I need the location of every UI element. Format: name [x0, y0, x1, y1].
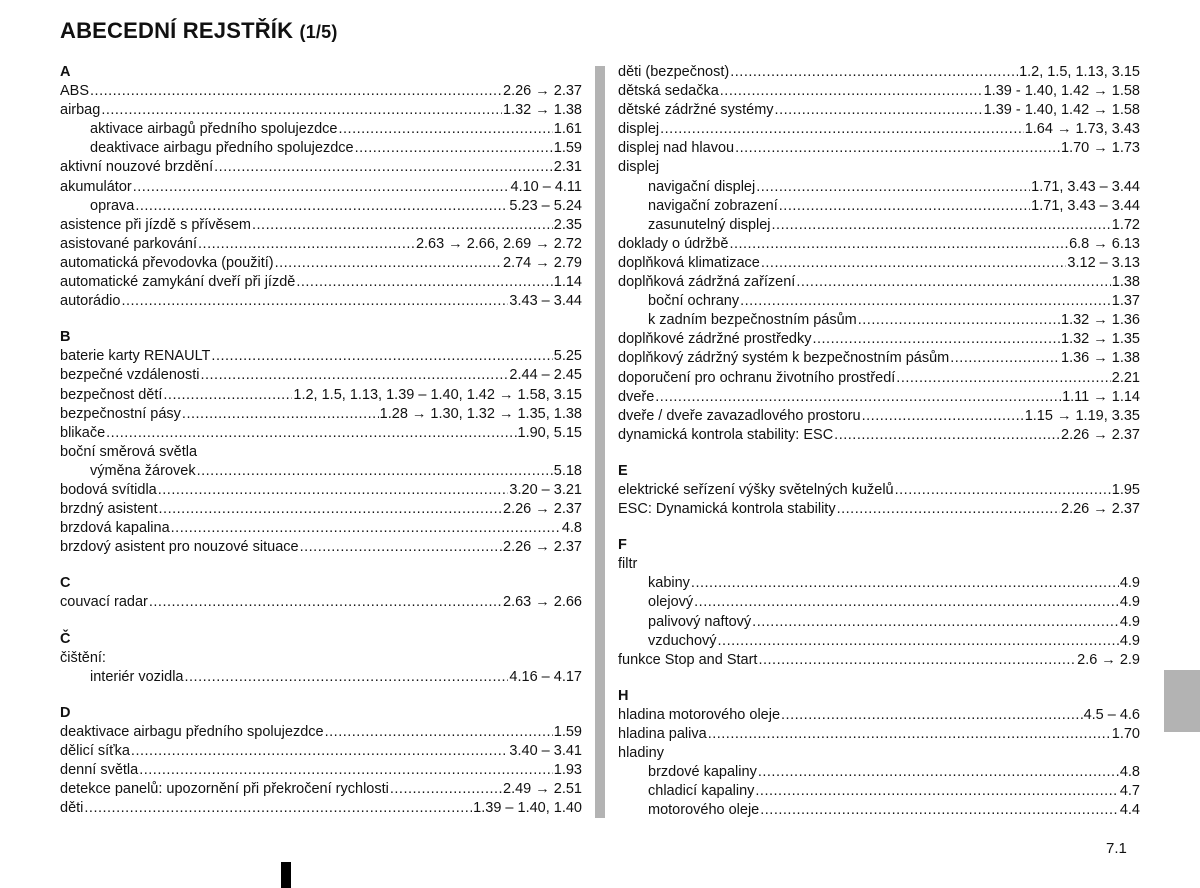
index-subentry [618, 593, 1140, 612]
index-subentry [60, 139, 582, 158]
dot-leader [718, 632, 1119, 651]
dot-leader [660, 120, 1024, 139]
entry-term: bezpečnost dětí [60, 386, 163, 403]
dot-leader [775, 101, 983, 120]
entry-term: hladina motorového oleje [618, 706, 781, 723]
dot-leader [325, 723, 553, 742]
index-entry [618, 426, 1140, 445]
index-entry [618, 235, 1140, 254]
entry-page-ref: 4.9 [1119, 575, 1140, 592]
index-entry [60, 386, 582, 405]
section-gap [60, 613, 582, 630]
dot-leader [760, 801, 1119, 820]
entry-term: airbag [60, 102, 101, 119]
entry-page-ref: 1.39 - 1.40, 1.42 → 1.58 [983, 102, 1140, 119]
entry-page-ref: 1.70 [1111, 726, 1140, 742]
entry-page-ref: 1.28 → 1.30, 1.32 → 1.35, 1.38 [379, 405, 582, 422]
entry-page-ref: 2.26 → 2.37 [1061, 501, 1140, 518]
index-entry [60, 216, 582, 235]
entry-page-ref: 1.32 → 1.38 [503, 102, 582, 119]
entry-page-ref: 4.8 [1119, 764, 1140, 781]
entry-page-ref: 2.26 → 2.37 [503, 83, 582, 100]
entry-page-ref: 1.64 → 1.73, 3.43 [1024, 121, 1140, 138]
dot-leader [752, 613, 1119, 632]
index-subentry [60, 668, 582, 687]
entry-term: deaktivace airbagu předního spolujezdce [60, 723, 324, 740]
entry-term: asistence při jízdě s přívěsem [60, 216, 251, 233]
entry-term: autorádio [60, 293, 121, 310]
index-entry [618, 101, 1140, 120]
index-entry [618, 500, 1140, 519]
entry-page-ref: 2.26 → 2.37 [503, 539, 582, 556]
entry-page-ref: 3.20 – 3.21 [509, 481, 582, 498]
index-entry [60, 780, 582, 799]
section-letter: D [60, 704, 71, 721]
entry-term: ESC: Dynamická kontrola stability [618, 501, 836, 518]
dot-leader [355, 139, 553, 158]
index-subentry [618, 801, 1140, 820]
section-gap [60, 557, 582, 574]
dot-leader [758, 763, 1119, 782]
index-part: (1/5) [299, 22, 338, 42]
index-entry [618, 651, 1140, 670]
index-entry [60, 799, 582, 818]
entry-term: dětské zádržné systémy [618, 102, 774, 119]
chapter-tab [1164, 670, 1200, 732]
index-column-left [60, 63, 582, 818]
index-heading: filtr [618, 556, 638, 573]
index-entry [60, 761, 582, 780]
entry-term: detekce panelů: upozornění při překročení rychlosti [60, 781, 389, 798]
entry-term: olejový [648, 594, 694, 611]
index-subentry [618, 782, 1140, 801]
entry-page-ref: 2.74 → 2.79 [503, 254, 582, 271]
dot-leader [758, 651, 1076, 670]
index-entry [618, 349, 1140, 368]
entry-term: brzdný asistent [60, 501, 158, 518]
entry-term: kabiny [648, 575, 690, 592]
index-entry [618, 273, 1140, 292]
dot-leader [730, 63, 1018, 82]
dot-leader [101, 101, 502, 120]
index-subentry [618, 632, 1140, 651]
entry-page-ref: 2.31 [553, 159, 582, 176]
page-title [60, 18, 338, 44]
index-entry [618, 725, 1140, 744]
dot-leader [171, 519, 561, 538]
entry-term: oprava [90, 197, 135, 214]
index-entry [60, 424, 582, 443]
index-heading: displej [618, 159, 660, 176]
entry-term: k zadním bezpečnostním pásům [648, 312, 857, 329]
entry-page-ref: 1.37 [1111, 293, 1140, 310]
index-subentry [60, 462, 582, 481]
index-entry [60, 742, 582, 761]
index-entry [618, 139, 1140, 158]
entry-term: děti (bezpečnost) [618, 64, 730, 80]
entry-term: funkce Stop and Start [618, 651, 758, 668]
entry-page-ref: 3.43 – 3.44 [509, 293, 582, 310]
index-title: ABECEDNÍ REJSTŘÍK [60, 18, 294, 43]
dot-leader [772, 216, 1111, 235]
dot-leader [781, 706, 1083, 725]
entry-term: doporučení pro ochranu životního prostředí [618, 369, 896, 386]
entry-term: asistované parkování [60, 235, 198, 252]
index-subentry [618, 613, 1140, 632]
dot-leader [121, 292, 508, 311]
dot-leader [694, 593, 1119, 612]
section-letter: B [60, 329, 71, 346]
entry-term: aktivní nouzové brzdění [60, 159, 214, 176]
dot-leader [131, 742, 509, 761]
entry-page-ref: 1.2, 1.5, 1.13, 3.15 [1019, 64, 1140, 80]
dot-leader [133, 178, 510, 197]
entry-term: chladicí kapaliny [648, 783, 755, 800]
dot-leader [200, 366, 508, 385]
index-entry [60, 292, 582, 311]
entry-term: deaktivace airbagu předního spolujezdce [90, 140, 354, 157]
index-entry [60, 273, 582, 292]
dot-leader [163, 386, 292, 405]
index-subentry [618, 216, 1140, 235]
entry-term: displej nad hlavou [618, 140, 735, 157]
index-entry [60, 101, 582, 120]
dot-leader [858, 311, 1060, 330]
entry-page-ref: 1.71, 3.43 – 3.44 [1031, 197, 1140, 214]
entry-term: dělicí síťka [60, 743, 130, 759]
dot-leader [135, 197, 508, 216]
dot-leader [159, 500, 502, 519]
entry-page-ref: 2.21 [1111, 369, 1140, 386]
entry-term: brzdové kapaliny [648, 764, 757, 781]
entry-term: aktivace airbagů předního spolujezdce [90, 121, 338, 138]
index-subentry [60, 120, 582, 139]
section-letter: H [618, 687, 629, 704]
index-entry [60, 366, 582, 385]
entry-page-ref: 4.16 – 4.17 [509, 668, 582, 685]
dot-leader [837, 500, 1060, 519]
section-letter: C [60, 575, 71, 592]
entry-term: doklady o údržbě [618, 235, 729, 252]
entry-term: bezpečnostní pásy [60, 405, 181, 422]
entry-term: blikače [60, 424, 106, 441]
index-entry [618, 369, 1140, 388]
dot-leader [149, 593, 502, 612]
index-entry [618, 706, 1140, 725]
index-entry [618, 330, 1140, 349]
entry-term: zasunutelný displej [648, 216, 771, 233]
index-subentry [618, 311, 1140, 330]
section-gap [618, 445, 1140, 462]
index-heading: boční směrová světla [60, 443, 198, 460]
entry-page-ref: 1.2, 1.5, 1.13, 1.39 – 1.40, 1.42 → 1.58, 3.15 [293, 386, 582, 403]
dot-leader [300, 538, 502, 557]
index-entry [618, 63, 1140, 82]
entry-term: doplňkový zádržný systém k bezpečnostním pásům [618, 350, 950, 367]
dot-leader [182, 405, 379, 424]
index-heading: hladiny [618, 745, 664, 762]
entry-page-ref: 1.61 [553, 121, 582, 138]
entry-term: dětská sedačka [618, 83, 719, 100]
entry-term: dveře / dveře zavazadlového prostoru [618, 407, 861, 424]
entry-term: děti [60, 800, 84, 817]
index-entry [618, 120, 1140, 139]
entry-term: doplňková zádržná zařízení [618, 274, 796, 291]
index-entry [60, 405, 582, 424]
entry-page-ref: 4.9 [1119, 632, 1140, 649]
index-subentry [618, 574, 1140, 593]
dot-leader [735, 139, 1060, 158]
index-subentry [618, 763, 1140, 782]
entry-page-ref: 2.63 → 2.66 [503, 594, 582, 611]
entry-page-ref: 4.9 [1119, 594, 1140, 611]
index-heading: čištění: [60, 649, 106, 666]
index-column-right [618, 63, 1140, 820]
entry-term: baterie karty RENAULT [60, 348, 211, 365]
entry-page-ref: 2.35 [553, 216, 582, 233]
index-entry [618, 388, 1140, 407]
dot-leader [211, 347, 552, 366]
entry-term: motorového oleje [648, 802, 760, 819]
entry-page-ref: 1.32 → 1.35 [1061, 331, 1140, 348]
entry-page-ref: 2.44 – 2.45 [509, 367, 582, 384]
section-letter: A [60, 64, 71, 80]
index-entry [60, 178, 582, 197]
dot-leader [834, 426, 1060, 445]
entry-page-ref: 2.26 → 2.37 [503, 501, 582, 518]
dot-leader [720, 82, 983, 101]
dot-leader [197, 462, 553, 481]
entry-page-ref: 5.23 – 5.24 [509, 197, 582, 214]
entry-term: boční ochrany [648, 293, 740, 310]
dot-leader [756, 178, 1030, 197]
dot-leader [895, 481, 1111, 500]
entry-page-ref: 4.4 [1119, 802, 1140, 819]
dot-leader [729, 235, 1068, 254]
entry-term: bodová svítidla [60, 481, 157, 498]
index-subentry [618, 292, 1140, 311]
entry-page-ref: 2.6 → 2.9 [1077, 651, 1140, 668]
page-marker [281, 862, 291, 888]
dot-leader [862, 407, 1024, 426]
dot-leader [214, 158, 553, 177]
entry-term: doplňková klimatizace [618, 254, 760, 271]
entry-page-ref: 2.26 → 2.37 [1061, 426, 1140, 443]
index-entry [618, 407, 1140, 426]
entry-page-ref: 1.59 [553, 723, 582, 740]
entry-page-ref: 4.5 – 4.6 [1083, 706, 1140, 723]
index-entry [60, 481, 582, 500]
entry-page-ref: 3.12 – 3.13 [1067, 254, 1140, 271]
index-subentry [618, 197, 1140, 216]
index-entry [60, 347, 582, 366]
section-letter: E [618, 462, 628, 479]
entry-term: výměna žárovek [90, 462, 196, 479]
dot-leader [761, 254, 1067, 273]
dot-leader [896, 369, 1110, 388]
dot-leader [740, 292, 1111, 311]
entry-page-ref: 2.63 → 2.66, 2.69 → 2.72 [415, 235, 582, 252]
entry-page-ref: 1.15 → 1.19, 3.35 [1024, 407, 1140, 424]
dot-leader [708, 725, 1111, 744]
entry-page-ref: 1.39 – 1.40, 1.40 [473, 800, 582, 817]
dot-leader [185, 668, 509, 687]
entry-page-ref: 4.10 – 4.11 [510, 178, 582, 195]
entry-term: couvací radar [60, 594, 148, 611]
entry-term: doplňkové zádržné prostředky [618, 331, 812, 348]
entry-term: navigační displej [648, 178, 756, 195]
dot-leader [296, 273, 552, 292]
entry-term: elektrické seřízení výšky světelných kuželů [618, 481, 894, 498]
dot-leader [90, 82, 502, 101]
dot-leader [796, 273, 1110, 292]
page-number: 7.1 [1106, 840, 1127, 857]
entry-page-ref: 5.25 [553, 348, 582, 365]
section-gap [60, 311, 582, 328]
entry-page-ref: 1.71, 3.43 – 3.44 [1031, 178, 1140, 195]
section-letter: Č [60, 630, 71, 647]
entry-term: brzdová kapalina [60, 520, 170, 537]
entry-page-ref: 1.14 [553, 274, 582, 291]
entry-page-ref: 1.38 [1111, 274, 1140, 291]
entry-page-ref: 4.7 [1119, 783, 1140, 800]
index-subentry [618, 178, 1140, 197]
entry-page-ref: 4.8 [561, 520, 582, 537]
entry-page-ref: 1.72 [1111, 216, 1140, 233]
entry-term: bezpečné vzdálenosti [60, 367, 200, 384]
entry-term: automatická převodovka (použití) [60, 254, 274, 271]
entry-page-ref: 1.70 → 1.73 [1061, 140, 1140, 157]
entry-term: denní světla [60, 762, 139, 779]
dot-leader [779, 197, 1030, 216]
entry-term: palivový naftový [648, 613, 752, 630]
dot-leader [158, 481, 509, 500]
entry-term: akumulátor [60, 178, 132, 195]
dot-leader [198, 235, 415, 254]
index-entry [60, 82, 582, 101]
section-gap [60, 687, 582, 704]
entry-page-ref: 2.49 → 2.51 [503, 781, 582, 798]
section-gap [618, 670, 1140, 687]
entry-page-ref: 1.11 → 1.14 [1062, 388, 1140, 405]
index-entry [618, 481, 1140, 500]
dot-leader [812, 330, 1060, 349]
dot-leader [691, 574, 1119, 593]
entry-term: navigační zobrazení [648, 197, 778, 214]
column-divider [595, 66, 605, 818]
entry-page-ref: 4.9 [1119, 613, 1140, 630]
entry-page-ref: 1.93 [553, 762, 582, 779]
entry-page-ref: 3.40 – 3.41 [509, 743, 582, 759]
entry-page-ref: 6.8 → 6.13 [1069, 235, 1140, 252]
entry-term: dveře [618, 388, 655, 405]
index-entry [60, 723, 582, 742]
dot-leader [950, 349, 1060, 368]
index-entry [60, 235, 582, 254]
index-entry [60, 158, 582, 177]
section-gap [618, 519, 1140, 536]
index-entry [60, 593, 582, 612]
dot-leader [655, 388, 1061, 407]
entry-term: vzduchový [648, 632, 717, 649]
entry-term: interiér vozidla [90, 668, 184, 685]
index-entry [60, 519, 582, 538]
entry-term: ABS [60, 83, 90, 100]
section-letter: F [618, 537, 627, 554]
index-entry [618, 254, 1140, 273]
dot-leader [275, 254, 502, 273]
index-subentry [60, 197, 582, 216]
dot-leader [84, 799, 472, 818]
dot-leader [252, 216, 553, 235]
dot-leader [139, 761, 553, 780]
entry-term: brzdový asistent pro nouzové situace [60, 539, 299, 556]
index-entry [60, 500, 582, 519]
dot-leader [106, 424, 516, 443]
entry-page-ref: 1.95 [1111, 481, 1140, 498]
entry-term: displej [618, 121, 660, 138]
entry-page-ref: 1.90, 5.15 [517, 424, 582, 441]
entry-page-ref: 1.32 → 1.36 [1061, 312, 1140, 329]
index-entry [618, 82, 1140, 101]
index-entry [60, 254, 582, 273]
dot-leader [338, 120, 552, 139]
entry-page-ref: 5.18 [553, 462, 582, 479]
entry-term: dynamická kontrola stability: ESC [618, 426, 834, 443]
entry-term: automatické zamykání dveří při jízdě [60, 274, 296, 291]
entry-term: hladina paliva [618, 726, 707, 742]
entry-page-ref: 1.36 → 1.38 [1061, 350, 1140, 367]
dot-leader [390, 780, 502, 799]
dot-leader [755, 782, 1118, 801]
index-entry [60, 538, 582, 557]
entry-page-ref: 1.59 [553, 140, 582, 157]
entry-page-ref: 1.39 - 1.40, 1.42 → 1.58 [983, 83, 1140, 100]
